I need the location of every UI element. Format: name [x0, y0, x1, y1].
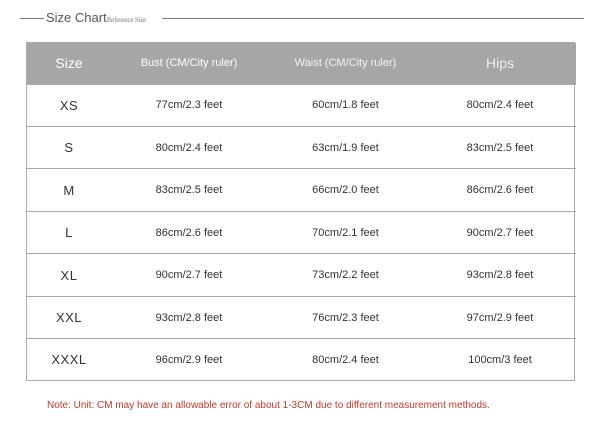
waist-cell: 70cm/2.1 feet	[267, 211, 424, 253]
waist-cell: 66cm/2.0 feet	[267, 169, 424, 211]
table-row	[27, 296, 576, 338]
table-row	[27, 126, 576, 168]
hips-cell: 80cm/2.4 feet	[424, 84, 576, 126]
table-row	[27, 339, 576, 380]
title-subtitle: Reference Size	[106, 16, 147, 24]
size-table-body	[27, 84, 576, 380]
bust-cell: 80cm/2.4 feet	[111, 126, 267, 168]
bust-cell: 77cm/2.3 feet	[111, 84, 267, 126]
hips-cell: 100cm/3 feet	[424, 339, 576, 380]
size-chart-title	[46, 10, 146, 25]
waist-cell: 63cm/1.9 feet	[267, 126, 424, 168]
header-bust: Bust (CM/City ruler)	[140, 57, 238, 70]
header-size: Size	[55, 55, 83, 72]
waist-cell: 76cm/2.3 feet	[267, 296, 424, 338]
hips-cell: 83cm/2.5 feet	[424, 126, 576, 168]
waist-cell: 73cm/2.2 feet	[267, 254, 424, 296]
table-row	[27, 84, 576, 126]
size-cell: M	[27, 169, 111, 211]
bust-cell: 93cm/2.8 feet	[111, 296, 267, 338]
table-row	[27, 211, 576, 253]
header-waist: Waist (CM/City ruler)	[294, 57, 397, 70]
table-row	[27, 169, 576, 211]
size-cell: S	[27, 126, 111, 168]
hips-cell: 97cm/2.9 feet	[424, 296, 576, 338]
bust-cell: 90cm/2.7 feet	[111, 254, 267, 296]
waist-cell: 80cm/2.4 feet	[267, 339, 424, 380]
table-row	[27, 254, 576, 296]
size-table	[27, 43, 576, 380]
bust-cell: 96cm/2.9 feet	[111, 339, 267, 380]
bust-cell: 83cm/2.5 feet	[111, 169, 267, 211]
hips-cell: 90cm/2.7 feet	[424, 211, 576, 253]
size-cell: XXXL	[27, 339, 111, 380]
size-cell: XS	[27, 84, 111, 126]
title-divider-right	[162, 18, 584, 19]
measurement-note: Note: Unit: CM may have an allowable error of about 1-3CM due to different measurement methods.	[47, 400, 490, 411]
header-row	[27, 43, 576, 84]
hips-cell: 93cm/2.8 feet	[424, 254, 576, 296]
size-cell: XXL	[27, 296, 111, 338]
size-chart-title-bar	[20, 9, 584, 29]
waist-cell: 60cm/1.8 feet	[267, 84, 424, 126]
title-main: Size Chart	[46, 10, 107, 25]
title-divider-left	[20, 18, 44, 19]
size-table-container	[26, 42, 575, 381]
hips-cell: 86cm/2.6 feet	[424, 169, 576, 211]
size-cell: L	[27, 211, 111, 253]
header-hips: Hips	[485, 55, 514, 72]
size-table-header	[27, 43, 576, 84]
bust-cell: 86cm/2.6 feet	[111, 211, 267, 253]
size-cell: XL	[27, 254, 111, 296]
